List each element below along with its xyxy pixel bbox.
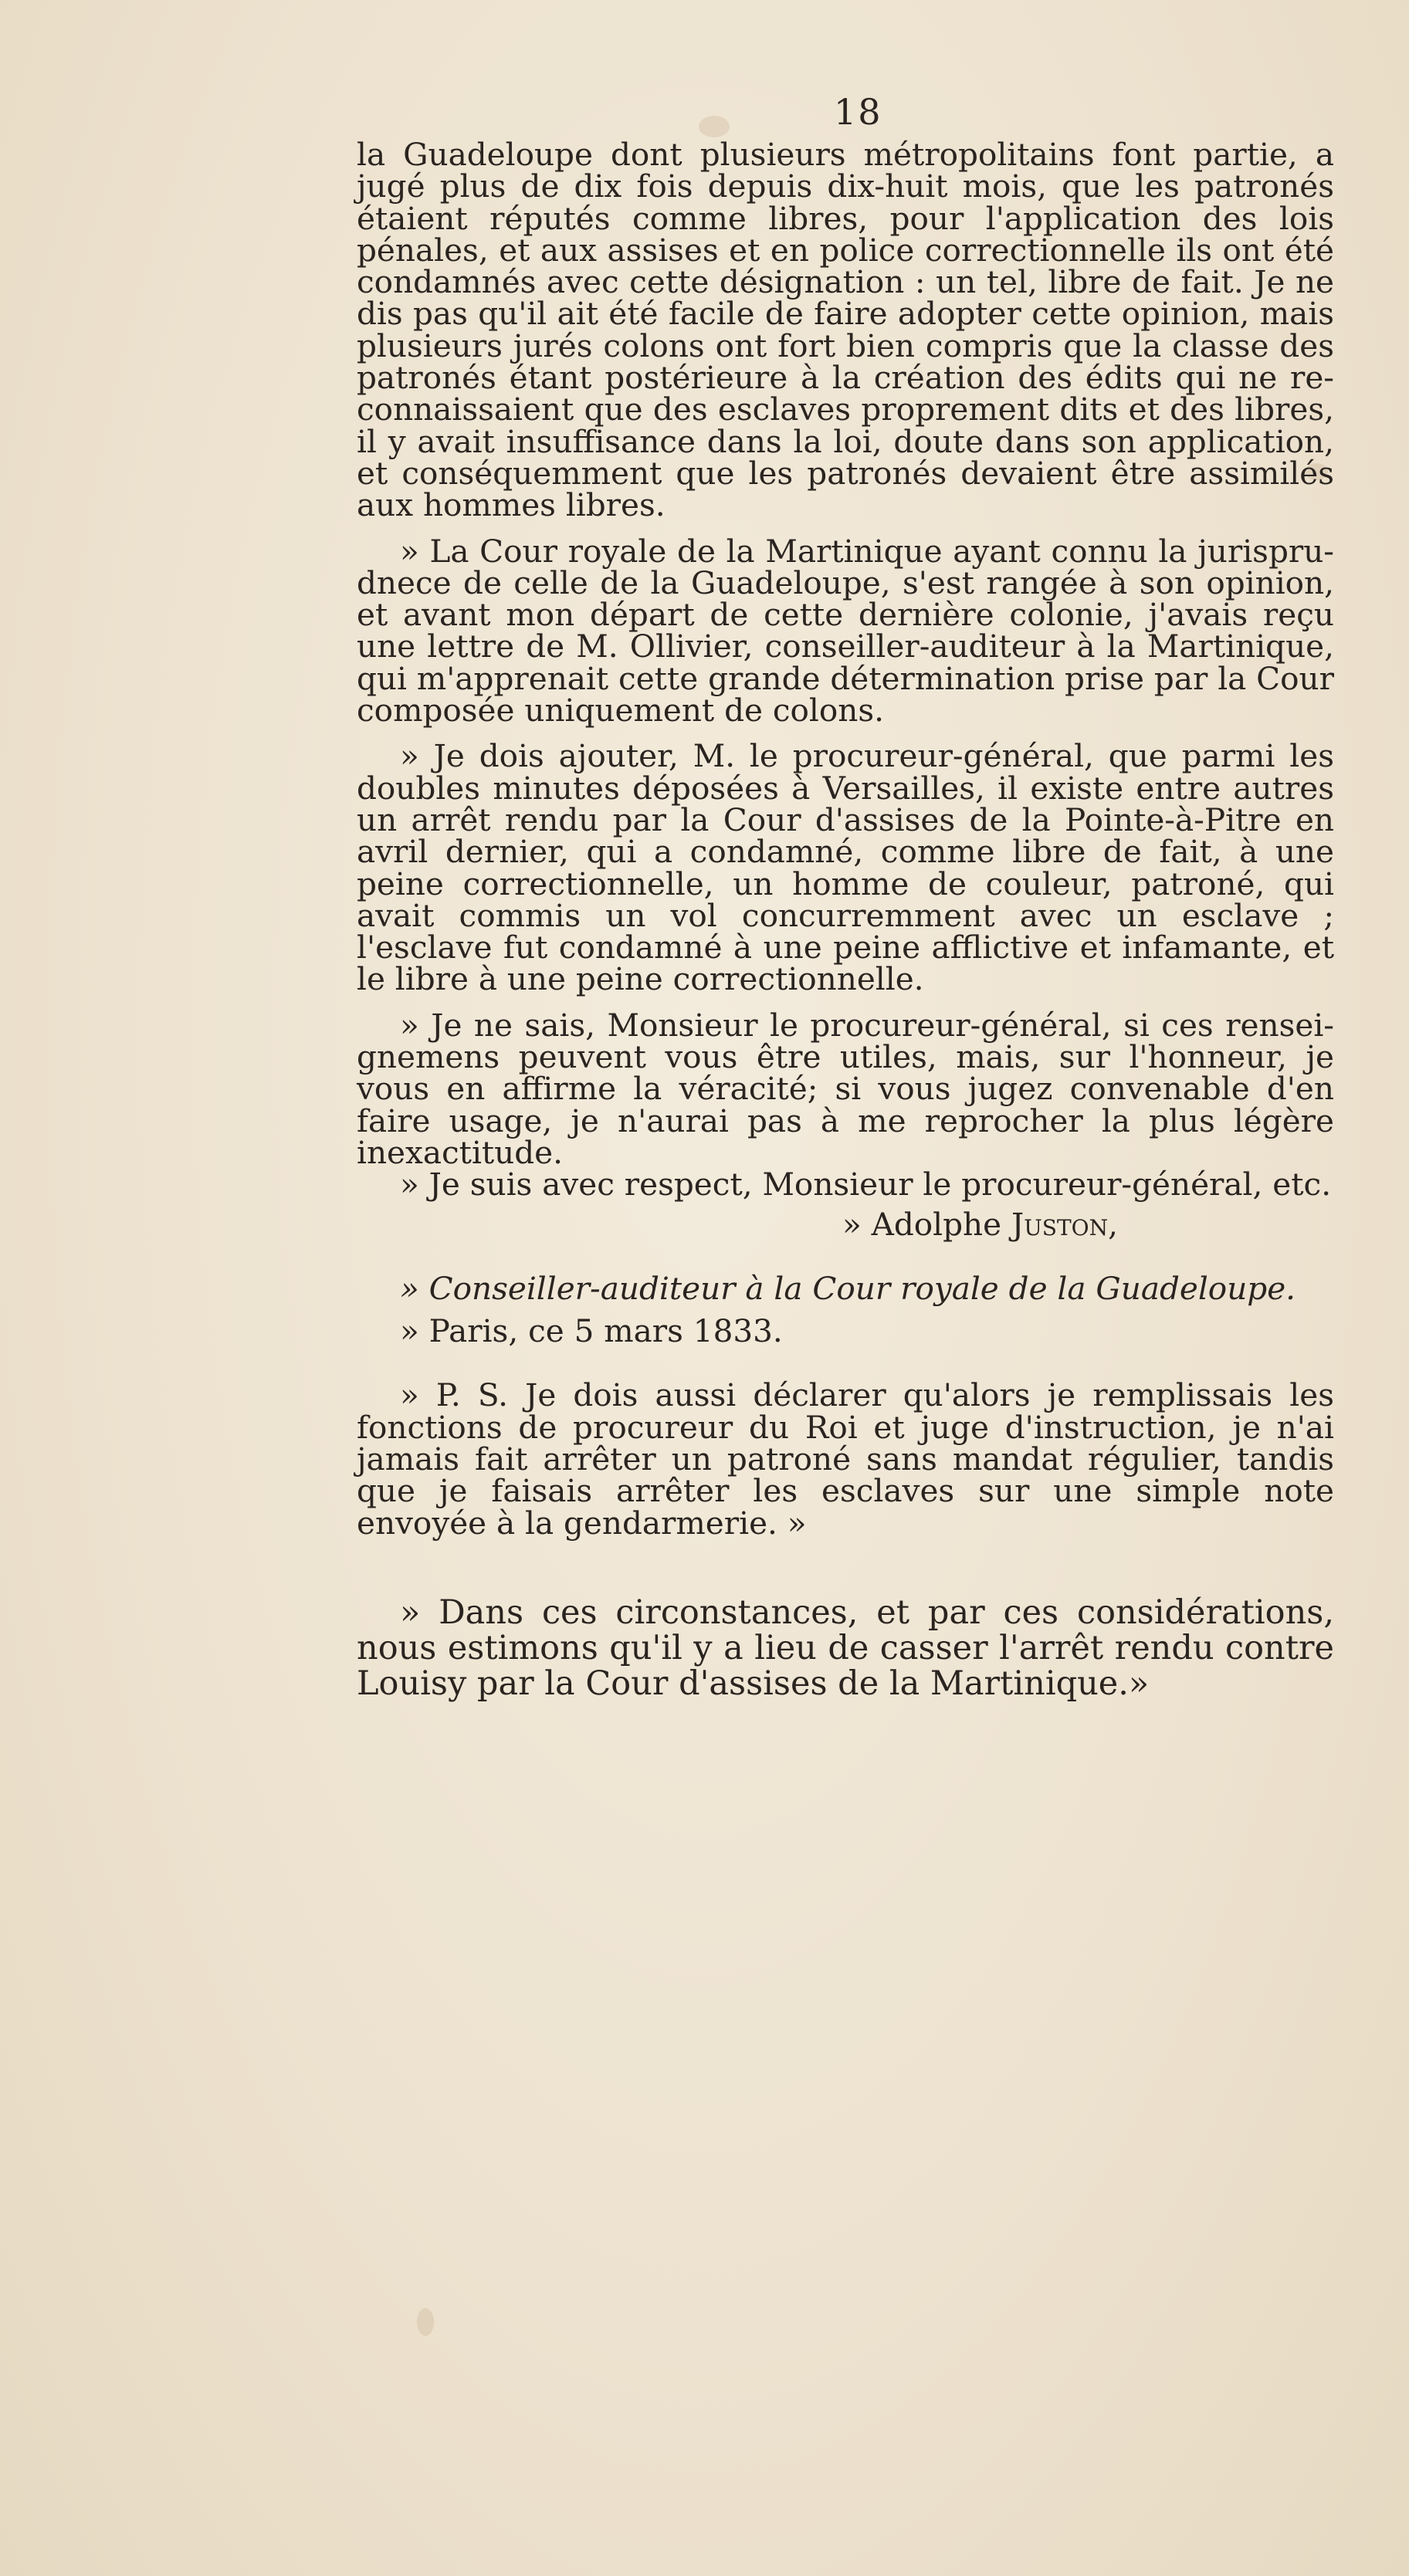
title-line: » Conseiller-auditeur à la Cour royale de la Guadeloupe. — [400, 1269, 1296, 1307]
document-body — [357, 136, 1334, 1703]
page-number: 18 — [834, 91, 882, 133]
closing-paragraph: » Dans ces circonstances, et par ces considérations, nous estimons qu'il y a lieu de casser l'arrêt rendu contre Louisy par la Cour d'assises de la Martinique.» — [357, 1593, 1334, 1703]
signature-suffix: , — [1108, 1205, 1118, 1243]
paragraph-minutes: » Je dois ajouter, M. le procureur-général, que parmi les doubles minutes déposées à Versailles, il existe entre autres un arrêt rendu par la Cour d'assises de la Pointe-à-Pitre en avril dernier, qui a condamné, comme libre de fait, à une peine correctionnelle, un homme de couleur, patroné, qui avait commis un vol concurremment avec un esclave ; l'esclave fut condamné à une peine afflictive et infamante, et le libre à une peine correctionnelle. — [357, 737, 1334, 998]
paragraph-cour-royale: » La Cour royale de la Martinique ayant connu la jurispru-dnece de celle de la Guadeloupe, s'est rangée à son opinion, et avant mon départ de cette dernière colonie, j'avais reçu une lettre de M. Ollivier, conseiller-auditeur à la Martinique, qui m'apprenait cette grande détermination prise par la Cour composée uniquement de colons. — [357, 532, 1334, 729]
postscript: » P. S. Je dois aussi déclarer qu'alors je remplissais les fonctions de procureur du Roi et juge d'instruction, je n'ai jamais fait arrêter un patroné sans mandat régulier, tandis que je faisais arrêter les esclaves sur une simple note envoyée à la gendarmerie. » — [357, 1376, 1334, 1542]
paper-stain — [699, 116, 730, 137]
date-line: » Paris, ce 5 mars 1833. — [400, 1312, 783, 1350]
paper-stain — [417, 2308, 434, 2336]
paragraph-continuation: la Guadeloupe dont plusieurs métropolitains font partie, a jugé plus de dix fois depuis dix-huit mois, que les patronés étaient réputés comme libres, pour l'application des lois pénales, et aux assises et en police correctionnelle ils ont été condamnés avec cette désignation : un tel, libre de fait. Je ne dis pas qu'il ait été facile de faire adopter cette opinion, mais plusieurs jurés colons ont fort bien compris que la classe des patronés étant postérieure à la création des édits qui ne re-connaissaient que des esclaves proprement dits et des libres, il y avait insuffisance dans la loi, doute dans son application, et conséquemment que les patronés devaient être assimilés aux hommes libres. — [357, 136, 1334, 524]
paragraph-respect: » Je suis avec respect, Monsieur le procureur-général, etc. — [400, 1166, 1332, 1203]
signature-surname: Juston — [1011, 1205, 1109, 1243]
signature-prefix: » Adolphe — [842, 1205, 1011, 1243]
signature — [357, 1205, 1334, 1243]
paragraph-renseignemens: » Je ne sais, Monsieur le procureur-général, si ces rensei-gnemens peuvent vous être utiles, mais, sur l'honneur, je vous en affirme la véracité; si vous jugez convenable d'en faire usage, je n'aurai pas à me reprocher la plus légère inexactitude. — [357, 1006, 1334, 1171]
